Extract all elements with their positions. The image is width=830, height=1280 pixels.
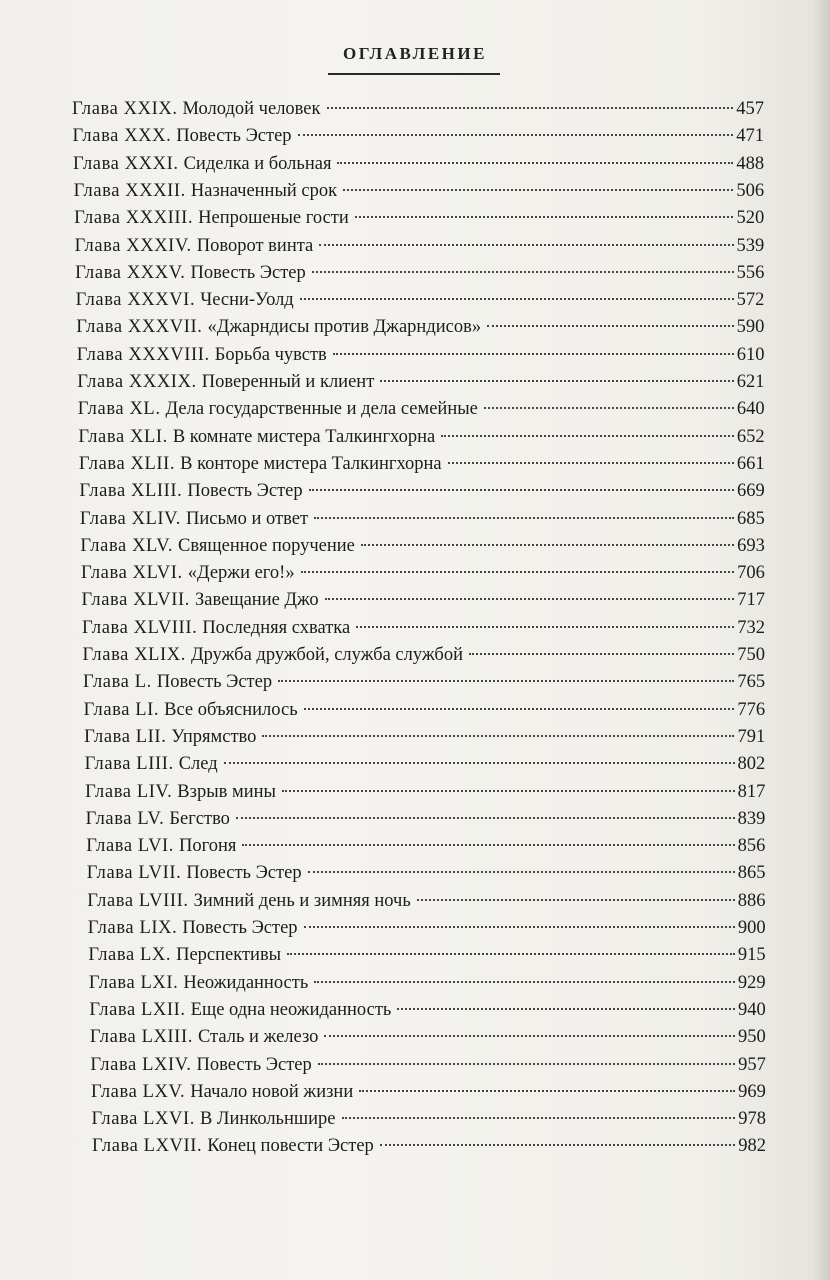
chapter-title: Письмо и ответ bbox=[186, 509, 309, 529]
toc-entry bbox=[86, 833, 765, 859]
page-number: 652 bbox=[736, 427, 765, 447]
dot-leader bbox=[318, 1062, 735, 1065]
chapter-number: Глава LIII. bbox=[84, 754, 174, 774]
page-number: 539 bbox=[736, 236, 765, 256]
chapter-title: В конторе мистера Талкингхорна bbox=[180, 454, 442, 474]
page-number: 471 bbox=[736, 126, 765, 146]
dot-leader bbox=[314, 516, 734, 519]
chapter-title: Борьба чувств bbox=[214, 345, 327, 365]
chapter-number: Глава XLV. bbox=[80, 536, 174, 556]
chapter-number: Глава XLVI. bbox=[80, 563, 183, 583]
chapter-title: Повесть Эстер bbox=[187, 481, 303, 501]
dot-leader bbox=[300, 297, 734, 300]
chapter-title: Сиделка и больная bbox=[183, 154, 332, 174]
toc-entry bbox=[75, 260, 764, 286]
chapter-title: Неожиданность bbox=[183, 973, 309, 993]
chapter-title: Начало новой жизни bbox=[190, 1082, 354, 1102]
chapter-number: Глава LI. bbox=[83, 700, 160, 720]
page-number: 621 bbox=[736, 372, 765, 392]
chapter-title: Повесть Эстер bbox=[196, 1055, 312, 1075]
toc-entry bbox=[81, 560, 765, 586]
page-number: 488 bbox=[736, 154, 765, 174]
chapter-number: Глава XLVII. bbox=[81, 590, 191, 610]
toc-entry bbox=[90, 1024, 766, 1050]
page-number: 957 bbox=[738, 1055, 766, 1075]
page-number: 929 bbox=[737, 973, 766, 993]
title-underline bbox=[328, 73, 500, 75]
dot-leader bbox=[282, 789, 735, 792]
page-number: 685 bbox=[737, 509, 765, 529]
toc-entry bbox=[73, 123, 765, 149]
chapter-number: Глава XXXII. bbox=[73, 181, 186, 201]
chapter-title: Еще одна неожиданность bbox=[190, 1000, 392, 1020]
page-number: 661 bbox=[736, 454, 765, 474]
page-number: 978 bbox=[738, 1109, 766, 1129]
page-number: 706 bbox=[737, 563, 765, 583]
dot-leader bbox=[314, 980, 735, 983]
toc-entry bbox=[78, 396, 765, 422]
chapter-number: Глава XLVIII. bbox=[82, 618, 198, 638]
chapter-number: Глава LIV. bbox=[85, 782, 173, 802]
chapter-title: Погоня bbox=[179, 836, 237, 856]
dot-leader bbox=[359, 1089, 735, 1092]
dot-leader bbox=[325, 597, 735, 600]
toc-entry bbox=[89, 970, 766, 996]
chapter-number: Глава XLIV. bbox=[79, 509, 181, 529]
chapter-title: В Линкольншире bbox=[199, 1109, 336, 1129]
chapter-number: Глава XXXIV. bbox=[74, 236, 192, 256]
page-number: 802 bbox=[737, 754, 766, 774]
page-number: 640 bbox=[736, 399, 765, 419]
page-title: ОГЛАВЛЕНИЕ bbox=[343, 44, 487, 63]
chapter-title: Молодой человек bbox=[182, 99, 321, 119]
chapter-title: Повесть Эстер bbox=[176, 126, 292, 146]
chapter-title: Поворот винта bbox=[196, 236, 314, 256]
dot-leader bbox=[278, 679, 734, 682]
chapter-title: Дружба дружбой, служба службой bbox=[191, 645, 463, 665]
dot-leader bbox=[327, 106, 734, 109]
toc-entry bbox=[77, 342, 765, 368]
dot-leader bbox=[262, 734, 734, 737]
dot-leader bbox=[236, 816, 735, 819]
toc-entry bbox=[79, 478, 764, 504]
chapter-title: Непрошеные гости bbox=[198, 208, 349, 228]
chapter-number: Глава XXXVIII. bbox=[76, 345, 210, 365]
toc-entry bbox=[73, 151, 764, 177]
chapter-number: Глава LV. bbox=[85, 809, 165, 829]
page-number: 693 bbox=[737, 536, 765, 556]
chapter-title: Бегство bbox=[169, 809, 230, 829]
toc-entry bbox=[89, 997, 765, 1023]
chapter-title: Назначенный срок bbox=[190, 181, 338, 201]
chapter-number: Глава LXVII. bbox=[92, 1136, 203, 1156]
chapter-title: Чесни-Уолд bbox=[200, 290, 294, 310]
chapter-number: Глава XXXIII. bbox=[74, 208, 194, 228]
dot-leader bbox=[287, 952, 735, 955]
chapter-number: Глава XXXIX. bbox=[77, 372, 197, 392]
page-number: 750 bbox=[737, 645, 766, 665]
chapter-title: Поверенный и клиент bbox=[201, 372, 375, 392]
chapter-number: Глава LVII. bbox=[86, 863, 182, 883]
dot-leader bbox=[380, 379, 733, 382]
chapter-number: Глава LXIV. bbox=[90, 1055, 192, 1075]
dot-leader bbox=[304, 707, 735, 710]
toc-entry bbox=[80, 506, 765, 532]
toc-entry bbox=[91, 1106, 765, 1132]
page-number: 732 bbox=[737, 618, 765, 638]
chapter-number: Глава LIX. bbox=[87, 918, 178, 938]
toc-entry bbox=[88, 942, 765, 968]
toc-entry bbox=[84, 697, 766, 723]
toc-entry bbox=[78, 424, 764, 450]
dot-leader bbox=[304, 925, 735, 928]
chapter-title: Повесть Эстер bbox=[186, 863, 302, 883]
page-number: 572 bbox=[736, 290, 765, 310]
chapter-number: Глава XLII. bbox=[78, 454, 176, 474]
chapter-number: Глава XXXVII. bbox=[76, 317, 203, 337]
dot-leader bbox=[356, 625, 734, 628]
chapter-number: Глава XLI. bbox=[78, 427, 168, 447]
dot-leader bbox=[333, 352, 734, 355]
toc-entry bbox=[83, 642, 766, 668]
toc-entry bbox=[91, 1079, 766, 1105]
chapter-title: «Держи его!» bbox=[187, 563, 295, 583]
dot-leader bbox=[312, 270, 734, 273]
dot-leader bbox=[242, 843, 734, 846]
page-number: 950 bbox=[738, 1027, 766, 1047]
toc-entry bbox=[74, 178, 765, 204]
chapter-number: Глава LXIII. bbox=[89, 1027, 193, 1047]
chapter-number: Глава LII. bbox=[84, 727, 167, 747]
dot-leader bbox=[324, 1034, 735, 1037]
chapter-title: «Джарндисы против Джарндисов» bbox=[207, 317, 482, 337]
dot-leader bbox=[301, 570, 735, 573]
page-number: 982 bbox=[738, 1136, 766, 1156]
dot-leader bbox=[342, 1116, 736, 1119]
chapter-title: Конец повести Эстер bbox=[207, 1136, 374, 1156]
chapter-number: Глава XXIX. bbox=[72, 99, 178, 119]
dot-leader bbox=[469, 652, 734, 655]
page-number: 865 bbox=[737, 863, 766, 883]
toc-entry bbox=[75, 233, 765, 259]
dot-leader bbox=[487, 324, 734, 327]
chapter-number: Глава XLIII. bbox=[79, 481, 183, 501]
page-number: 817 bbox=[737, 782, 766, 802]
toc-entry bbox=[88, 915, 766, 941]
chapter-number: Глава LXVI. bbox=[91, 1109, 195, 1129]
chapter-title: Священное поручение bbox=[178, 536, 355, 556]
chapter-number: Глава LVIII. bbox=[87, 891, 189, 911]
chapter-title: Повесть Эстер bbox=[156, 672, 273, 692]
toc-entry bbox=[77, 369, 764, 395]
page-number: 669 bbox=[736, 481, 765, 501]
chapter-number: Глава LXV. bbox=[90, 1082, 186, 1102]
toc-entry bbox=[85, 751, 766, 777]
toc-entry bbox=[76, 287, 765, 313]
dot-leader bbox=[484, 406, 734, 409]
chapter-title: В комнате мистера Талкингхорна bbox=[172, 427, 436, 447]
page-number: 886 bbox=[737, 891, 766, 911]
chapter-title: Сталь и железо bbox=[197, 1027, 319, 1047]
chapter-title: Перспективы bbox=[176, 945, 282, 965]
dot-leader bbox=[343, 188, 733, 191]
page-number: 520 bbox=[736, 208, 765, 228]
page-number: 776 bbox=[737, 700, 766, 720]
page-number: 915 bbox=[737, 945, 766, 965]
chapter-number: Глава XXXI. bbox=[73, 154, 179, 174]
page-number: 969 bbox=[738, 1082, 766, 1102]
dot-leader bbox=[417, 898, 735, 901]
dot-leader bbox=[308, 870, 735, 873]
toc-entry bbox=[83, 669, 765, 695]
chapter-number: Глава LVI. bbox=[86, 836, 175, 856]
chapter-number: Глава L. bbox=[83, 672, 152, 692]
dot-leader bbox=[441, 434, 734, 437]
toc-entry bbox=[81, 587, 764, 613]
chapter-number: Глава XXX. bbox=[72, 126, 172, 146]
dot-leader bbox=[298, 133, 734, 136]
chapter-number: Глава LXII. bbox=[89, 1000, 186, 1020]
toc-entry bbox=[82, 615, 765, 641]
dot-leader bbox=[337, 161, 733, 164]
dot-leader bbox=[380, 1143, 735, 1146]
chapter-number: Глава XXXV. bbox=[75, 263, 186, 283]
chapter-number: Глава LXI. bbox=[88, 973, 179, 993]
toc-entry bbox=[74, 205, 764, 231]
page-number: 940 bbox=[737, 1000, 766, 1020]
toc-entry bbox=[79, 451, 765, 477]
chapter-title: Взрыв мины bbox=[177, 782, 276, 802]
toc-entry bbox=[90, 1052, 765, 1078]
dot-leader bbox=[361, 543, 734, 546]
chapter-title: След bbox=[178, 754, 218, 774]
chapter-title: Последняя схватка bbox=[202, 618, 351, 638]
page-number: 590 bbox=[736, 317, 765, 337]
chapter-title: Дела государственные и дела семейные bbox=[165, 399, 478, 419]
chapter-title: Упрямство bbox=[171, 727, 257, 747]
toc-entry bbox=[87, 860, 766, 886]
page-number: 717 bbox=[737, 590, 765, 610]
page-number: 556 bbox=[736, 263, 765, 283]
dot-leader bbox=[397, 1007, 735, 1010]
page-number: 839 bbox=[737, 809, 766, 829]
page-number: 765 bbox=[737, 672, 766, 692]
toc-entry bbox=[72, 96, 764, 122]
dot-leader bbox=[355, 215, 734, 218]
dot-leader bbox=[319, 243, 733, 246]
chapter-number: Глава LX. bbox=[88, 945, 172, 965]
toc-entry bbox=[76, 314, 764, 340]
toc-entry bbox=[85, 779, 765, 805]
chapter-number: Глава XLIX. bbox=[82, 645, 186, 665]
toc-entry bbox=[86, 806, 766, 832]
page-number: 457 bbox=[736, 99, 764, 119]
dot-leader bbox=[309, 488, 734, 491]
chapter-title: Завещание Джо bbox=[195, 590, 319, 610]
chapter-title: Зимний день и зимняя ночь bbox=[193, 891, 411, 911]
toc-entry bbox=[87, 888, 765, 914]
dot-leader bbox=[448, 461, 734, 464]
page-number: 791 bbox=[737, 727, 766, 747]
chapter-title: Все объяснилось bbox=[164, 700, 298, 720]
toc-entry bbox=[92, 1133, 766, 1159]
page-spine-shadow bbox=[812, 0, 830, 1280]
toc-entry bbox=[84, 724, 765, 750]
page-number: 856 bbox=[737, 836, 766, 856]
chapter-title: Повесть Эстер bbox=[190, 263, 306, 283]
chapter-title: Повесть Эстер bbox=[182, 918, 298, 938]
chapter-number: Глава XL. bbox=[77, 399, 161, 419]
dot-leader bbox=[224, 761, 735, 764]
page-number: 610 bbox=[736, 345, 765, 365]
page-number: 900 bbox=[737, 918, 766, 938]
toc-entry bbox=[80, 533, 764, 559]
chapter-number: Глава XXXVI. bbox=[75, 290, 196, 310]
page-number: 506 bbox=[736, 181, 765, 201]
